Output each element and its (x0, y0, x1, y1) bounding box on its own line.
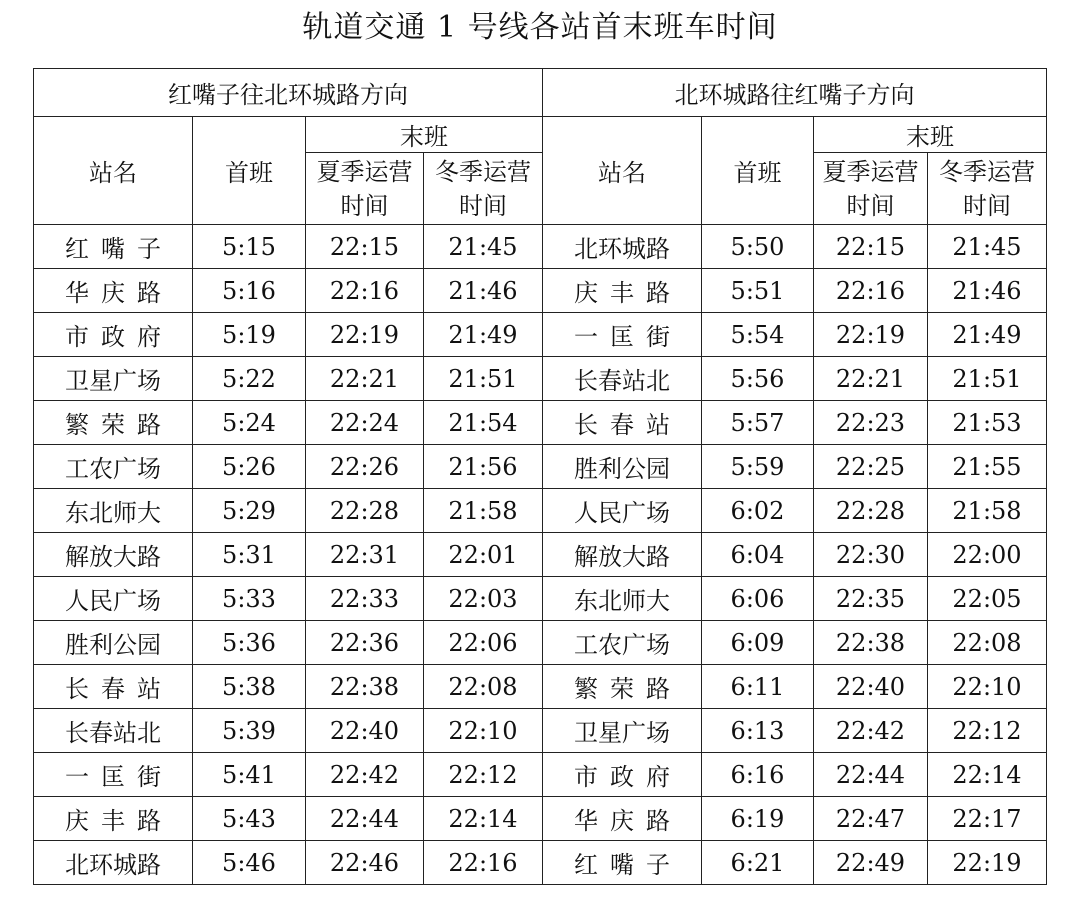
summer-last-train-time-left: 22:46 (306, 841, 424, 885)
winter-last-train-time-left: 22:03 (424, 577, 543, 621)
first-train-time-right: 5:50 (702, 225, 814, 269)
station-name-left: 解放大路 (34, 533, 193, 577)
first-train-time-right: 6:09 (702, 621, 814, 665)
station-name-left: 东北师大 (34, 489, 193, 533)
table-row (34, 841, 1047, 885)
winter-last-train-time-left: 21:56 (424, 445, 543, 489)
table-row (34, 269, 1047, 313)
station-name-left: 华庆路 (34, 269, 193, 313)
winter-last-train-time-left: 21:58 (424, 489, 543, 533)
winter-last-train-time-right: 22:17 (928, 797, 1047, 841)
first-train-time-right: 6:16 (702, 753, 814, 797)
first-train-time-right: 6:21 (702, 841, 814, 885)
winter-last-train-time-right: 21:45 (928, 225, 1047, 269)
first-train-time-left: 5:31 (193, 533, 306, 577)
last-train-header-right: 末班 (814, 117, 1047, 153)
summer-last-train-time-right: 22:23 (814, 401, 928, 445)
first-train-time-right: 6:11 (702, 665, 814, 709)
summer-last-train-time-right: 22:15 (814, 225, 928, 269)
station-name-left: 人民广场 (34, 577, 193, 621)
table-row (34, 665, 1047, 709)
first-train-time-left: 5:19 (193, 313, 306, 357)
station-name-right: 解放大路 (543, 533, 702, 577)
first-train-time-left: 5:39 (193, 709, 306, 753)
station-name-right: 繁荣路 (543, 665, 702, 709)
first-train-time-left: 5:33 (193, 577, 306, 621)
table-row (34, 225, 1047, 269)
winter-last-train-time-right: 21:46 (928, 269, 1047, 313)
summer-last-train-time-right: 22:21 (814, 357, 928, 401)
winter-last-train-time-right: 22:10 (928, 665, 1047, 709)
first-train-time-left: 5:22 (193, 357, 306, 401)
winter-last-train-time-left: 22:01 (424, 533, 543, 577)
station-name-right: 长春站 (543, 401, 702, 445)
first-train-time-right: 6:13 (702, 709, 814, 753)
summer-last-train-time-right: 22:49 (814, 841, 928, 885)
first-train-time-right: 5:59 (702, 445, 814, 489)
first-train-time-left: 5:41 (193, 753, 306, 797)
winter-last-train-time-right: 22:12 (928, 709, 1047, 753)
summer-last-train-time-right: 22:42 (814, 709, 928, 753)
winter-last-train-time-left: 21:54 (424, 401, 543, 445)
first-train-time-right: 6:06 (702, 577, 814, 621)
winter-header-right: 冬季运营时间 (928, 153, 1047, 225)
table-row (34, 797, 1047, 841)
station-name-left: 北环城路 (34, 841, 193, 885)
winter-last-train-time-right: 21:58 (928, 489, 1047, 533)
station-name-left: 红嘴子 (34, 225, 193, 269)
summer-last-train-time-right: 22:35 (814, 577, 928, 621)
first-train-time-left: 5:36 (193, 621, 306, 665)
timetable (33, 68, 1047, 885)
summer-last-train-time-left: 22:33 (306, 577, 424, 621)
station-name-right: 东北师大 (543, 577, 702, 621)
station-name-left: 长春站 (34, 665, 193, 709)
winter-last-train-time-right: 22:14 (928, 753, 1047, 797)
summer-last-train-time-left: 22:44 (306, 797, 424, 841)
winter-last-train-time-left: 22:16 (424, 841, 543, 885)
station-name-right: 市政府 (543, 753, 702, 797)
winter-last-train-time-right: 21:55 (928, 445, 1047, 489)
station-name-right: 卫星广场 (543, 709, 702, 753)
summer-last-train-time-left: 22:38 (306, 665, 424, 709)
summer-header-right: 夏季运营时间 (814, 153, 928, 225)
first-train-time-left: 5:15 (193, 225, 306, 269)
station-name-right: 一匡街 (543, 313, 702, 357)
summer-last-train-time-left: 22:42 (306, 753, 424, 797)
station-name-right: 庆丰路 (543, 269, 702, 313)
summer-last-train-time-right: 22:40 (814, 665, 928, 709)
summer-last-train-time-left: 22:36 (306, 621, 424, 665)
winter-last-train-time-right: 21:49 (928, 313, 1047, 357)
station-name-left: 胜利公园 (34, 621, 193, 665)
winter-last-train-time-right: 22:05 (928, 577, 1047, 621)
first-train-time-left: 5:24 (193, 401, 306, 445)
station-header-right: 站名 (543, 117, 702, 225)
station-name-left: 工农广场 (34, 445, 193, 489)
summer-last-train-time-right: 22:25 (814, 445, 928, 489)
summer-last-train-time-left: 22:31 (306, 533, 424, 577)
winter-last-train-time-left: 22:08 (424, 665, 543, 709)
winter-last-train-time-left: 21:49 (424, 313, 543, 357)
first-train-time-left: 5:16 (193, 269, 306, 313)
table-row (34, 313, 1047, 357)
table-row (34, 753, 1047, 797)
summer-last-train-time-right: 22:30 (814, 533, 928, 577)
winter-last-train-time-right: 22:08 (928, 621, 1047, 665)
station-name-right: 华庆路 (543, 797, 702, 841)
station-name-right: 北环城路 (543, 225, 702, 269)
direction-header-row (34, 69, 1047, 117)
summer-last-train-time-left: 22:26 (306, 445, 424, 489)
winter-last-train-time-left: 22:14 (424, 797, 543, 841)
first-train-header-right: 首班 (702, 117, 814, 225)
station-name-right: 红嘴子 (543, 841, 702, 885)
station-name-right: 长春站北 (543, 357, 702, 401)
summer-last-train-time-right: 22:38 (814, 621, 928, 665)
station-header-left: 站名 (34, 117, 193, 225)
summer-last-train-time-left: 22:28 (306, 489, 424, 533)
summer-last-train-time-right: 22:47 (814, 797, 928, 841)
table-row (34, 533, 1047, 577)
table-row (34, 709, 1047, 753)
first-train-time-left: 5:38 (193, 665, 306, 709)
winter-last-train-time-left: 21:51 (424, 357, 543, 401)
summer-header-left: 夏季运营时间 (306, 153, 424, 225)
station-name-left: 繁荣路 (34, 401, 193, 445)
station-name-left: 庆丰路 (34, 797, 193, 841)
station-name-left: 卫星广场 (34, 357, 193, 401)
winter-last-train-time-right: 22:00 (928, 533, 1047, 577)
first-train-time-left: 5:43 (193, 797, 306, 841)
table-row (34, 445, 1047, 489)
table-row (34, 401, 1047, 445)
last-train-header-left: 末班 (306, 117, 543, 153)
winter-last-train-time-left: 21:45 (424, 225, 543, 269)
first-train-time-right: 5:54 (702, 313, 814, 357)
winter-last-train-time-right: 21:53 (928, 401, 1047, 445)
first-train-time-left: 5:26 (193, 445, 306, 489)
table-row (34, 577, 1047, 621)
station-name-left: 市政府 (34, 313, 193, 357)
summer-last-train-time-left: 22:40 (306, 709, 424, 753)
first-train-time-right: 6:04 (702, 533, 814, 577)
summer-last-train-time-left: 22:24 (306, 401, 424, 445)
timetable-body (34, 225, 1047, 885)
station-name-left: 一匡街 (34, 753, 193, 797)
table-row (34, 621, 1047, 665)
winter-last-train-time-right: 22:19 (928, 841, 1047, 885)
first-train-time-right: 5:56 (702, 357, 814, 401)
winter-last-train-time-left: 21:46 (424, 269, 543, 313)
direction-label-right: 北环城路往红嘴子方向 (543, 69, 1047, 117)
first-train-time-left: 5:29 (193, 489, 306, 533)
station-name-right: 胜利公园 (543, 445, 702, 489)
station-name-left: 长春站北 (34, 709, 193, 753)
first-train-time-right: 6:19 (702, 797, 814, 841)
summer-last-train-time-left: 22:21 (306, 357, 424, 401)
summer-last-train-time-left: 22:16 (306, 269, 424, 313)
summer-last-train-time-left: 22:19 (306, 313, 424, 357)
page-title: 轨道交通 1 号线各站首末班车时间 (302, 10, 778, 45)
summer-last-train-time-right: 22:44 (814, 753, 928, 797)
summer-last-train-time-left: 22:15 (306, 225, 424, 269)
winter-last-train-time-left: 22:06 (424, 621, 543, 665)
winter-last-train-time-left: 22:12 (424, 753, 543, 797)
first-train-time-right: 6:02 (702, 489, 814, 533)
first-train-time-right: 5:51 (702, 269, 814, 313)
table-row (34, 357, 1047, 401)
first-train-header-left: 首班 (193, 117, 306, 225)
first-train-time-right: 5:57 (702, 401, 814, 445)
column-header-row-1 (34, 117, 1047, 153)
summer-last-train-time-right: 22:19 (814, 313, 928, 357)
station-name-right: 工农广场 (543, 621, 702, 665)
winter-header-left: 冬季运营时间 (424, 153, 543, 225)
table-row (34, 489, 1047, 533)
winter-last-train-time-right: 21:51 (928, 357, 1047, 401)
summer-last-train-time-right: 22:16 (814, 269, 928, 313)
summer-last-train-time-right: 22:28 (814, 489, 928, 533)
first-train-time-left: 5:46 (193, 841, 306, 885)
winter-last-train-time-left: 22:10 (424, 709, 543, 753)
station-name-right: 人民广场 (543, 489, 702, 533)
direction-label-left: 红嘴子往北环城路方向 (34, 69, 543, 117)
